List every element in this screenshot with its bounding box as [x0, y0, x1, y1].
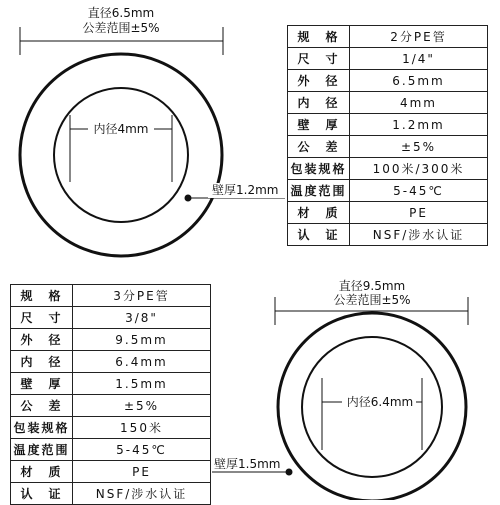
table-row	[288, 180, 488, 202]
spec-value: 6.4mm	[73, 351, 211, 373]
spec-key: 内 径	[11, 351, 73, 373]
table-row	[11, 439, 211, 461]
spec-key: 规 格	[288, 26, 350, 48]
table-row	[288, 48, 488, 70]
table-row	[288, 136, 488, 158]
spec-key: 温度范围	[11, 439, 73, 461]
table-row	[288, 92, 488, 114]
table-row	[11, 483, 211, 505]
pipe-cross-section-2	[212, 278, 468, 500]
spec-key: 公 差	[11, 395, 73, 417]
spec-table-2	[10, 284, 211, 505]
outer-diameter-label: 直径6.5mm	[87, 6, 155, 20]
spec-value: NSF/涉水认证	[350, 224, 488, 246]
pipe-cross-section-1	[20, 5, 285, 256]
spec-key: 认 证	[288, 224, 350, 246]
spec-key: 认 证	[11, 483, 73, 505]
table-row	[11, 395, 211, 417]
table-row	[288, 224, 488, 246]
wall-pointer-dot	[286, 469, 293, 476]
spec-value: 1/4"	[350, 48, 488, 70]
spec-value: 3分PE管	[73, 285, 211, 307]
outer-wall-circle	[20, 54, 222, 256]
spec-value: 100米/300米	[350, 158, 488, 180]
spec-value: 3/8"	[73, 307, 211, 329]
spec-key: 壁 厚	[11, 373, 73, 395]
outer-diameter-label: 直径9.5mm	[338, 279, 406, 293]
table-row	[11, 285, 211, 307]
spec-key: 材 质	[288, 202, 350, 224]
spec-table-1	[287, 25, 488, 246]
spec-key: 温度范围	[288, 180, 350, 202]
spec-value: 1.5mm	[73, 373, 211, 395]
table-row	[11, 329, 211, 351]
spec-value: ±5%	[350, 136, 488, 158]
spec-value: 5-45℃	[73, 439, 211, 461]
spec-value: 1.2mm	[350, 114, 488, 136]
spec-value: PE	[73, 461, 211, 483]
wall-thickness-label: 壁厚1.2mm	[212, 183, 279, 197]
wall-thickness-label: 壁厚1.5mm	[214, 457, 281, 471]
table-row	[288, 158, 488, 180]
spec-key: 包装规格	[11, 417, 73, 439]
spec-key: 内 径	[288, 92, 350, 114]
spec-value: 5-45℃	[350, 180, 488, 202]
table-row	[288, 114, 488, 136]
spec-key: 材 质	[11, 461, 73, 483]
spec-key: 壁 厚	[288, 114, 350, 136]
spec-value: 150米	[73, 417, 211, 439]
tolerance-label: 公差范围±5%	[82, 21, 160, 35]
spec-value: ±5%	[73, 395, 211, 417]
spec-key: 尺 寸	[11, 307, 73, 329]
tolerance-label: 公差范围±5%	[333, 293, 411, 307]
spec-value: PE	[350, 202, 488, 224]
table-row	[288, 202, 488, 224]
spec-key: 尺 寸	[288, 48, 350, 70]
table-row	[11, 417, 211, 439]
spec-key: 包装规格	[288, 158, 350, 180]
table-row	[11, 373, 211, 395]
table-row	[11, 461, 211, 483]
table-row	[288, 26, 488, 48]
inner-wall-circle	[54, 88, 188, 222]
table-row	[288, 70, 488, 92]
spec-key: 公 差	[288, 136, 350, 158]
spec-value: 6.5mm	[350, 70, 488, 92]
inner-diameter-label: 内径6.4mm	[346, 395, 414, 409]
inner-diameter-label: 内径4mm	[93, 122, 149, 136]
spec-value: 4mm	[350, 92, 488, 114]
spec-key: 规 格	[11, 285, 73, 307]
spec-value: 9.5mm	[73, 329, 211, 351]
spec-key: 外 径	[288, 70, 350, 92]
spec-value: 2分PE管	[350, 26, 488, 48]
table-row	[11, 351, 211, 373]
spec-key: 外 径	[11, 329, 73, 351]
table-row	[11, 307, 211, 329]
spec-value: NSF/涉水认证	[73, 483, 211, 505]
